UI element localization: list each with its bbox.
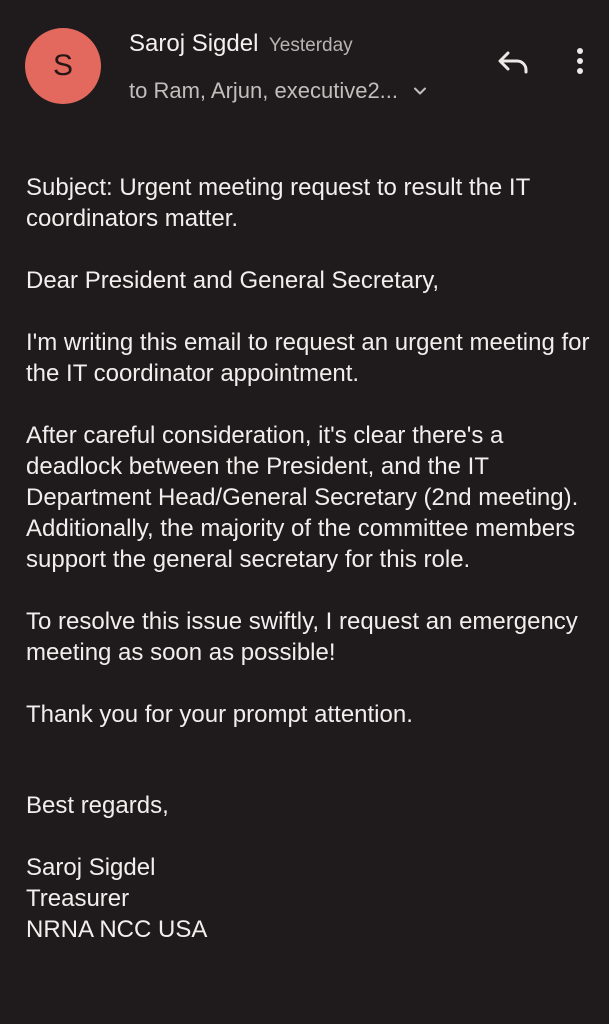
signature-title: Treasurer <box>26 885 130 912</box>
email-paragraph-3: To resolve this issue swiftly, I request an emergency meeting as soon as possible! <box>26 608 578 666</box>
reply-icon[interactable] <box>495 44 531 80</box>
email-header <box>0 0 609 120</box>
sender-name[interactable]: Saroj Sigdel <box>129 30 259 57</box>
sender-line <box>129 30 353 58</box>
email-closing: Best regards, <box>26 792 169 819</box>
recipients-text: to Ram, Arjun, executive2... <box>129 78 399 103</box>
email-body <box>26 172 596 945</box>
recipients-toggle[interactable] <box>129 78 428 104</box>
email-subject: Subject: Urgent meeting request to result the IT coordinators matter. <box>26 174 530 232</box>
avatar[interactable]: S <box>25 28 101 104</box>
more-vertical-icon[interactable] <box>566 44 594 80</box>
chevron-down-icon <box>412 83 428 99</box>
email-paragraph-2: After careful consideration, it's clear there's a deadlock between the President, and the IT Department Head/General Secretary (2nd meeting). Additionally, the majority of the committee members support the general secretary for this role. <box>26 422 579 573</box>
email-paragraph-4: Thank you for your prompt attention. <box>26 701 413 728</box>
signature-org: NRNA NCC USA <box>26 916 208 943</box>
signature-name: Saroj Sigdel <box>26 854 156 881</box>
timestamp: Yesterday <box>268 35 353 56</box>
email-greeting: Dear President and General Secretary, <box>26 267 440 294</box>
email-paragraph-1: I'm writing this email to request an urgent meeting for the IT coordinator appointment. <box>26 329 590 387</box>
